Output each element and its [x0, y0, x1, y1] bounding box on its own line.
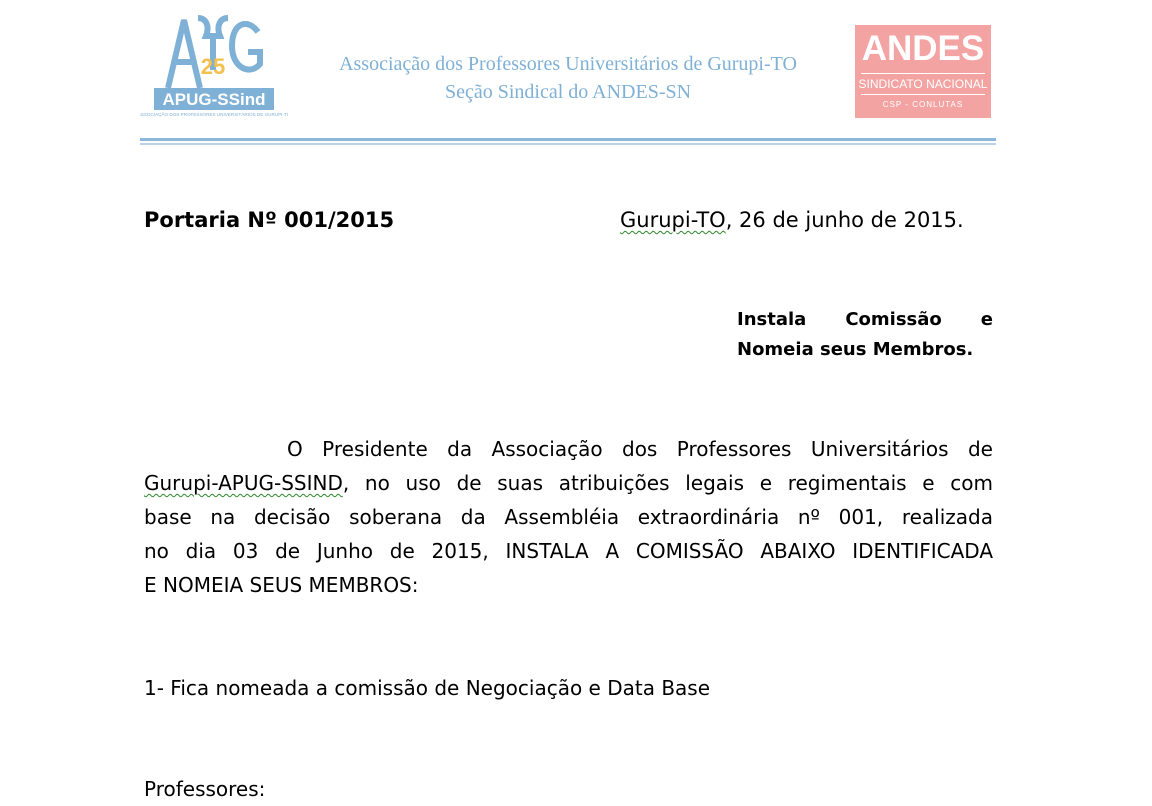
- section-name: Seção Sindical do ANDES-SN: [444, 81, 692, 103]
- andes-logo: [855, 25, 991, 118]
- paragraph-line: E NOMEIA SEUS MEMBROS:: [144, 573, 419, 597]
- date-city: Gurupi-TO: [620, 208, 726, 232]
- header-rule: [140, 138, 996, 141]
- paragraph-line-rest: , no uso de suas atribuições legais e regimentais e com: [342, 471, 993, 495]
- andes-logo-tagline: CSP - CONLUTAS: [882, 100, 964, 109]
- apug-ssind-logo: [140, 10, 288, 118]
- logo-left-small: ASSOCIAÇÃO DOS PROFESSORES UNIVERSITÁRIOS DE GURUPI-TO: [140, 112, 288, 117]
- document-date: [620, 203, 964, 237]
- header-rule-thin: [140, 143, 996, 145]
- paragraph-line: base na decisão soberana da Assembléia extraordinária nº 001, realizada: [144, 505, 993, 529]
- svg-text:25: 25: [200, 54, 226, 79]
- logo-left-text: APUG-SSind: [162, 90, 266, 109]
- paragraph-line: [144, 466, 993, 500]
- portaria-number: Portaria Nº 001/2015: [144, 208, 395, 232]
- item-1: 1- Fica nomeada a comissão de Negociação e Data Base: [144, 676, 711, 700]
- professores-heading: Professores:: [144, 777, 266, 801]
- ementa-line-2: Nomeia seus Membros.: [737, 339, 974, 360]
- andes-logo-subtitle: SINDICATO NACIONAL: [858, 77, 988, 91]
- andes-logo-divider: [861, 94, 985, 95]
- andes-logo-title: ANDES: [861, 29, 985, 68]
- paragraph-line: O Presidente da Associação dos Professores Universitários de: [287, 437, 993, 461]
- paragraph-line: no dia 03 de Junho de 2015, INSTALA A COMISSÃO ABAIXO IDENTIFICADA: [144, 539, 993, 563]
- main-paragraph: [144, 432, 993, 602]
- andes-logo-divider: [861, 73, 985, 74]
- association-name: Associação dos Professores Universitários de Gurupi-TO: [339, 53, 797, 75]
- ementa-line-1: Instala Comissão e: [737, 309, 993, 330]
- paragraph-spell-word: Gurupi-APUG-SSIND: [144, 471, 343, 495]
- date-rest: , 26 de junho de 2015.: [725, 208, 964, 232]
